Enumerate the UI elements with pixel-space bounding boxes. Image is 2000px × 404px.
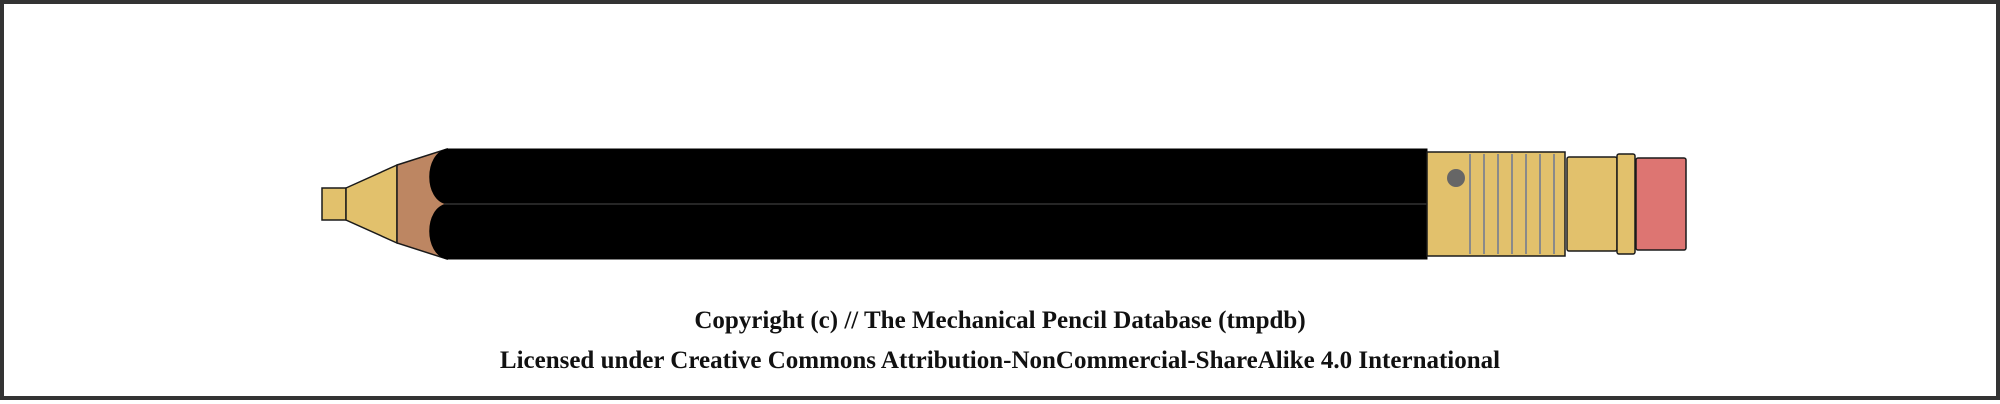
pencil-barrel-upper (430, 149, 1427, 204)
mechanical-pencil-diagram (4, 4, 2000, 404)
pencil-cap-ring (1617, 154, 1635, 254)
band-dot (1447, 169, 1465, 187)
license-text: Licensed under Creative Commons Attribution-NonCommercial-ShareAlike 4.0 International (499, 347, 1501, 374)
pencil-clutch-band (1427, 152, 1565, 256)
pencil-tip-sleeve (322, 188, 346, 220)
pencil-barrel-lower (430, 204, 1427, 259)
pencil-cap (1567, 157, 1617, 251)
pencil-eraser (1636, 158, 1686, 250)
copyright-text: Copyright (c) // The Mechanical Pencil Database (tmpdb) (694, 307, 1306, 334)
pencil-cone (346, 165, 397, 243)
